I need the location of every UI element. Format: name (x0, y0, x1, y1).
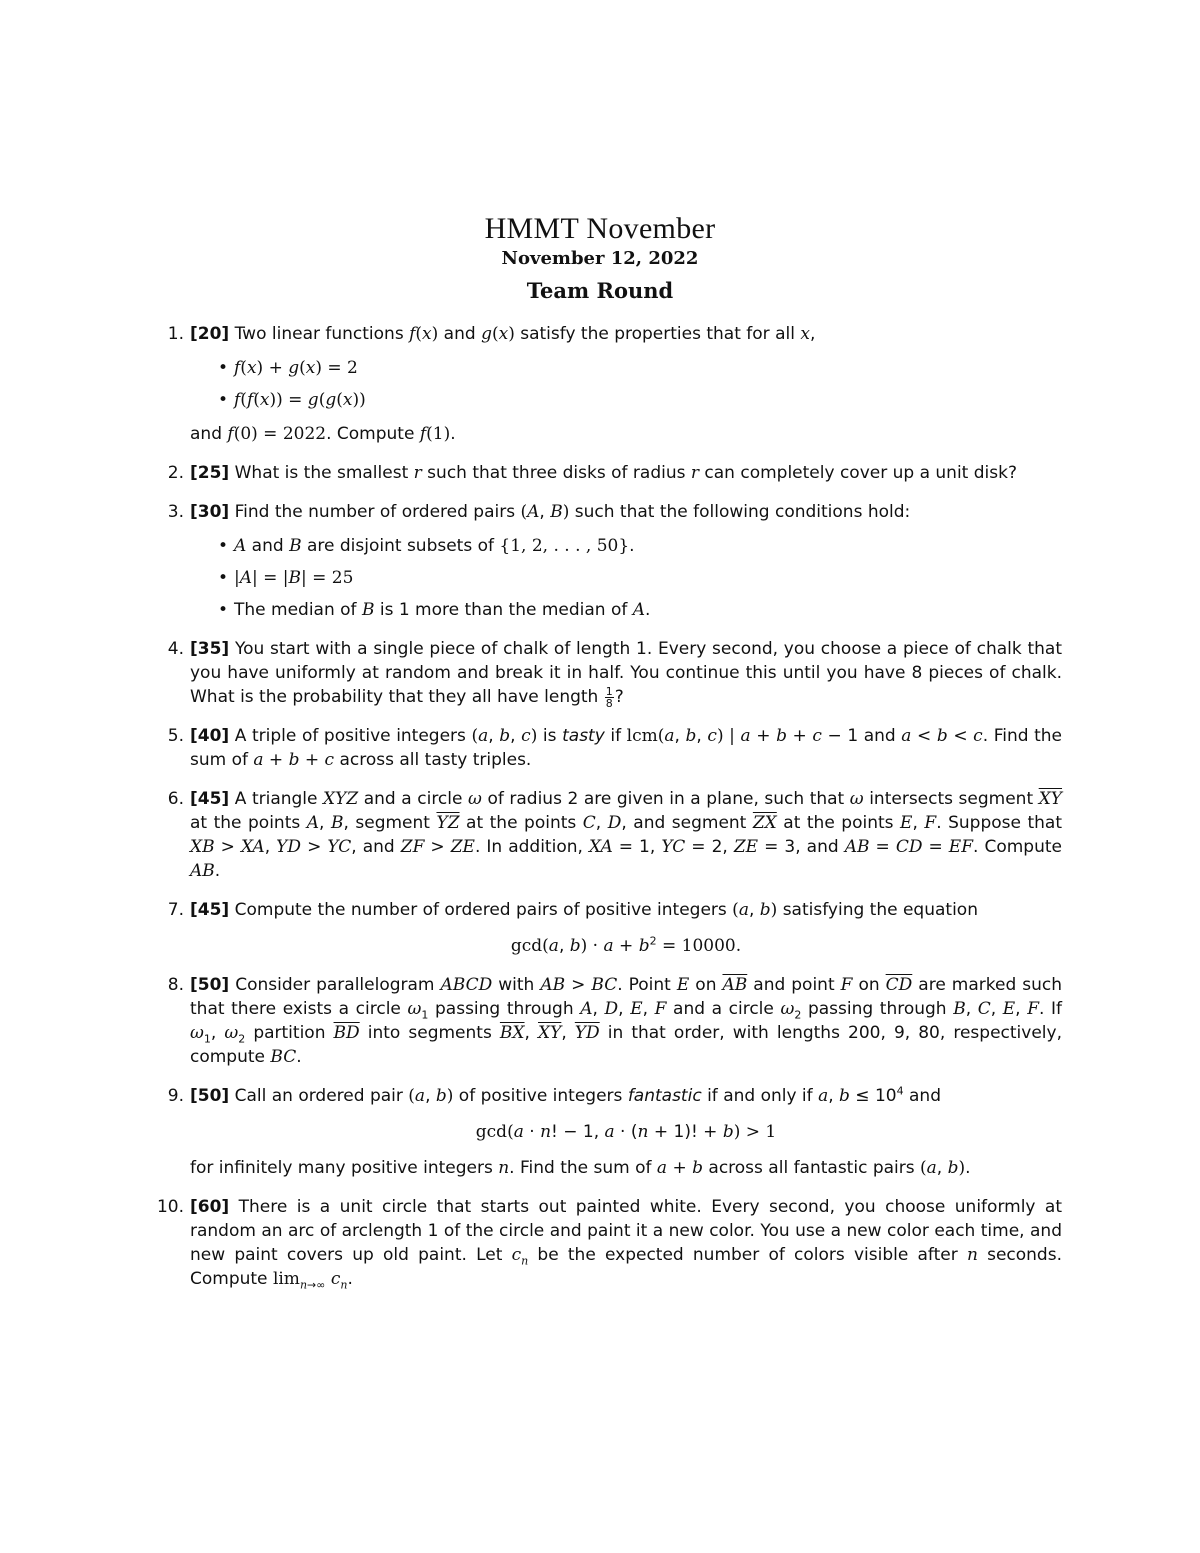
problem-number: 4. (167, 639, 184, 659)
problem-7 (156, 898, 1062, 958)
problem-4 (156, 637, 1062, 709)
display-equation: gcd(a, $b) \cdot a + b^2 = 10000$. (510, 934, 742, 956)
problem-number: 2. (167, 463, 184, 483)
problem-10 (156, 1195, 1062, 1291)
problem-points: [35] (190, 639, 230, 659)
problem-points: [40] (190, 726, 230, 746)
list-item: • f(x) + g(x) = 2 (218, 356, 1062, 380)
problem-text: Find the number of ordered pairs (A, B) such that the following conditions hold: (234, 502, 911, 522)
list-item: • f(f(x)) = g(g(x)) (218, 388, 1062, 412)
problem-number: 10. (156, 1197, 184, 1217)
problem-points: [50] (190, 1086, 230, 1106)
problem-points: [20] (190, 324, 230, 344)
problem-number: 9. (167, 1086, 184, 1106)
problem-6 (156, 787, 1062, 883)
problem-8 (156, 973, 1062, 1069)
problem-text: A triple of positive integers (a, b, c) is tasty if lcm(a, b, c) | a + b + c − 1 and a < b < c. Find the sum of a + b + c across all tasty triples. (190, 726, 1063, 770)
problem-text: There is a unit circle that starts out painted white. Every second, you choose uniformly at random an arc of arclength 1 of the circle and paint it a new color. You use a new color each time, and new paint covers up old paint. Let $c_n$ be the expected number of colors visible after n seconds. Compute $\lim_{n\to\infty} c_n$. (190, 1197, 1062, 1292)
list-item: • The median of B is 1 more than the median of A. (218, 598, 1062, 622)
problem-1 (156, 322, 1062, 446)
problem-9 (156, 1084, 1062, 1180)
problem-tail: and f(0) = 2022. Compute f(1). (190, 424, 456, 444)
condition-list (190, 534, 1062, 622)
problem-list (156, 322, 1062, 1306)
problem-points: [60] (190, 1197, 230, 1217)
problem-tail: for infinitely many positive integers n. Find the sum of a + b across all fantastic pairs (a, b). (190, 1158, 971, 1178)
contest-date: November 12, 2022 (501, 248, 699, 269)
problem-points: [45] (190, 789, 230, 809)
problem-text: Two linear functions f(x) and g(x) satisfy the properties that for all x, (234, 324, 816, 344)
list-item: • |A| = |B| = 25 (218, 566, 1062, 590)
problem-number: 1. (167, 324, 184, 344)
list-item: • A and B are disjoint subsets of {1, 2, . . . , 50}. (218, 534, 1062, 558)
problem-text: What is the smallest r such that three disks of radius r can completely cover up a unit disk? (234, 463, 1017, 483)
problem-text: Compute the number of ordered pairs of positive integers (a, b) satisfying the equation (234, 900, 978, 920)
problem-text: A triangle XYZ and a circle ω of radius 2 are given in a plane, such that ω intersects segment $\overline{XY}$ at the points A, B, segment $\overline{YZ}$ at the points C, D, and segment $\overline{ZX}$ at the points E, F. Suppose that XB > XA, YD > YC, and ZF > ZE. In addition, XA = 1, YC = 2, ZE = 3, and AB = CD = EF. Compute AB. (190, 789, 1063, 881)
problem-text: Call an ordered pair (a, b) of positive integers fantastic if and only if a, $b \le 10^4$ and (234, 1084, 941, 1106)
problem-points: [50] (190, 975, 230, 995)
problem-number: 8. (167, 975, 184, 995)
problem-text: Consider parallelogram ABCD with AB > BC. Point E on $\overline{AB}$ and point F on $\overline{CD}$ are marked such that there exists a circle $\omega_1$ passing through A, D, E, F and a circle $\omega_2$ passing through B, C, E, F. If $\omega_1$, $\omega_2$ partition $\overline{BD}$ into segments $\overline{BX}$, $\overline{XY}$, $\overline{YD}$ in that order, with lengths 200, 9, 80, respectively, compute BC. (190, 975, 1063, 1067)
round-name: Team Round (526, 278, 674, 303)
problem-points: [30] (190, 502, 230, 522)
problem-number: 7. (167, 900, 184, 920)
problem-number: 5. (167, 726, 184, 746)
problem-number: 3. (167, 502, 184, 522)
display-equation: gcd(a · n! − 1, a · (n + 1)! + b) > 1 (475, 1122, 777, 1142)
page-title: HMMT November (484, 212, 716, 245)
problem-2 (156, 461, 1062, 485)
condition-list (190, 356, 1062, 412)
problem-number: 6. (167, 789, 184, 809)
problem-points: [45] (190, 900, 230, 920)
problem-text: You start with a single piece of chalk of length 1. Every second, you choose a piece of chalk that you have uniformly at random and break it in half. You continue this until you have 8 pieces of chalk. What is the probability that they all have length $\frac{1}{8}$ ? (190, 639, 1062, 710)
problem-5 (156, 724, 1062, 772)
problem-points: [25] (190, 463, 230, 483)
problem-3 (156, 500, 1062, 622)
